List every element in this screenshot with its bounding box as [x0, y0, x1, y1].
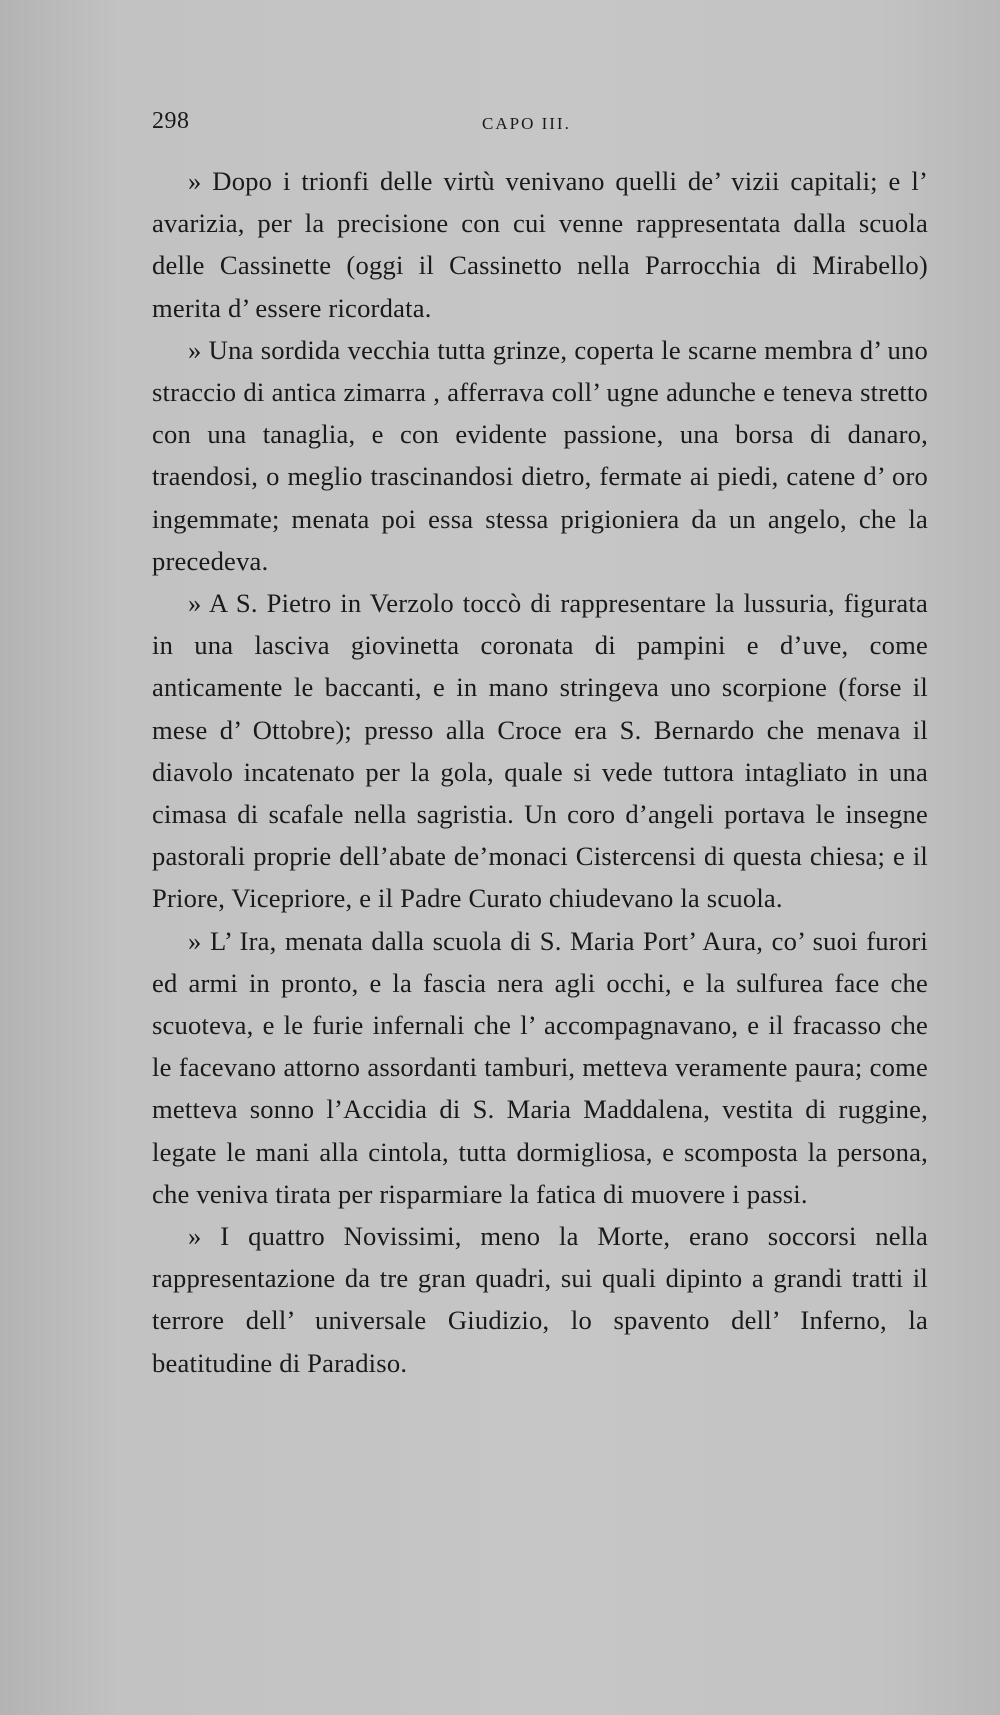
body-text [152, 160, 928, 1384]
page-header [152, 108, 912, 138]
paragraph-ira: » L’ Ira, menata dalla scuola di S. Maria Port’ Aura, co’ suoi furori ed armi in pronto, e la fascia nera agli occhi, e la sulfurea face che scuoteva, e le furie infernali che l’ accompagnavano, e il fracasso che le facevano attorno assordanti tamburi, metteva veramente paura; come metteva sonno l’Accidia di S. Maria Maddalena, vestita di ruggine, legate le mani alla cintola, tutta dormigliosa, e scomposta la persona, che veniva tirata per risparmiare la fatica di muovere i passi. [152, 925, 928, 1209]
running-head: CAPO III. [482, 114, 571, 133]
paragraph-avarizia: » Dopo i trionfi delle virtù venivano quelli de’ vizii capitali; e l’ avarizia, per la precisione con cui venne rappresentata dalla scuola delle Cassinette (oggi il Cassinetto nella Parrocchia di Mirabello) merita d’ essere ricordata. [152, 166, 928, 323]
paragraph-novissimi: » I quattro Novissimi, meno la Morte, erano soccorsi nella rappresentazione da tre gran quadri, sui quali dipinto a grandi tratti il terrore dell’ universale Giudizio, lo spavento dell’ Inferno, la beatitudine di Paradiso. [152, 1221, 928, 1378]
paragraph-lussuria: » A S. Pietro in Verzolo toccò di rappresentare la lussuria, figurata in una lasciva giovinetta coronata di pampini e d’uve, come anticamente le baccanti, e in mano stringeva uno scorpione (forse il mese d’ Ottobre); presso alla Croce era S. Bernardo che menava il diavolo incatenato per la gola, quale si vede tuttora intagliato in una cimasa di scafale nella sagristia. Un coro d’angeli portava le insegne pastorali proprie dell’abate de’monaci Cistercensi di questa chiesa; e il Priore, Vicepriore, e il Padre Curato chiudevano la scuola. [152, 588, 928, 914]
paragraph-vecchia: » Una sordida vecchia tutta grinze, coperta le scarne membra d’ uno straccio di antica zimarra , afferrava coll’ ugne adunche e teneva stretto con una tanaglia, e con evidente passione, una borsa di danaro, traendosi, o meglio trascinandosi dietro, fermate ai piedi, catene d’ oro ingemmate; menata poi essa stessa prigioniera da un angelo, che la precedeva. [152, 334, 928, 576]
page-number: 298 [152, 108, 190, 134]
